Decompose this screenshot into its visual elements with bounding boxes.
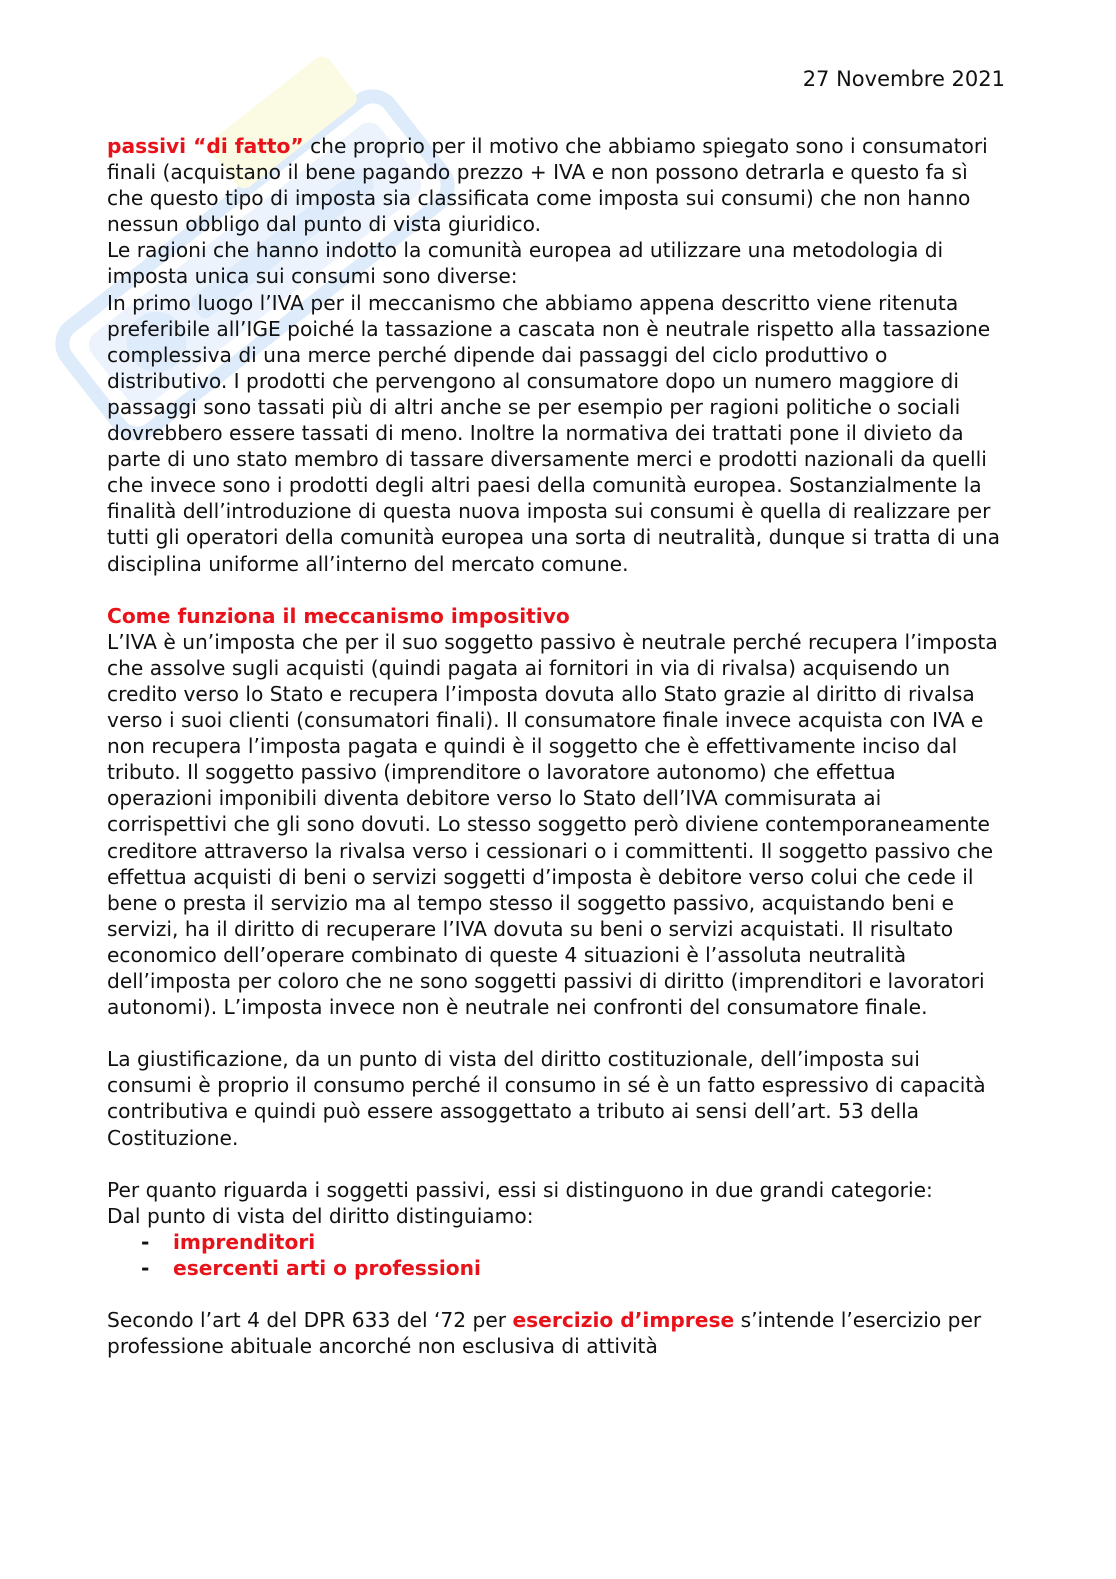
paragraph-text: s’intende l’esercizio per professione abituale ancorché non esclusiva di attività — [107, 1308, 982, 1359]
soggetti-list — [107, 1229, 1007, 1281]
document-body — [107, 133, 1007, 1359]
paragraph-meccanismo: L’IVA è un’imposta che per il suo soggetto passivo è neutrale perché recupera l’imposta che assolve sugli acquisti (quindi pagata ai fornitori in via di rivalsa) acquisendo un credito verso lo Stato e recupera l’imposta dovuta allo Stato grazie al diritto di rivalsa verso i suoi clienti (consumatori finali). Il consumatore finale invece acquista con IVA e non recupera l’imposta pagata e quindi è il soggetto che è effettivamente inciso dal tributo. Il soggetto passivo (imprenditore o lavoratore autonomo) che effettua operazioni imponibili diventa debitore verso lo Stato dell’IVA commisurata ai corrispettivi che gli sono dovuti. Lo stesso soggetto però diviene contemporaneamente creditore attraverso la rivalsa verso i cessionari o i committenti. Il soggetto passivo che effettua acquisti di beni o servizi soggetti d’imposta è debitore verso colui che cede il bene o presta il servizio ma al tempo stesso il soggetto passivo, acquistando beni e servizi, ha il diritto di recuperare l’IVA dovuta su beni o servizi acquistati. Il risultato economico dell’operare combinato di queste 4 situazioni è l’assoluta neutralità dell’imposta per coloro che ne sono soggetti passivi di diritto (imprenditori e lavoratori autonomi). L’imposta invece non è neutrale nei confronti del consumatore finale. — [107, 629, 998, 1020]
list-bullet: - — [141, 1229, 150, 1254]
document-date: 27 Novembre 2021 — [802, 67, 1005, 91]
spacer — [107, 1020, 1007, 1046]
paragraph-distinguiamo: Dal punto di vista del diritto distinguiamo: — [107, 1203, 534, 1228]
paragraph-text: Secondo l’art 4 del DPR 633 del ‘72 per — [107, 1308, 513, 1333]
paragraph-giustificazione: La giustificazione, da un punto di vista del diritto costituzionale, dell’imposta sui consumi è proprio il consumo perché il consumo in sé è un fatto espressivo di capacità contributiva e quindi può essere assoggettato a tributo ai sensi dell’art. 53 della Costituzione. — [107, 1047, 986, 1150]
highlight-passivi-di-fatto: passivi “di fatto” — [107, 134, 304, 158]
paragraph-text: che proprio per il motivo che abbiamo spiegato sono i consumatori finali (acquistano il bene pagando prezzo + IVA e non possono detrarla e questo fa sì che questo tipo di imposta sia classificata come imposta sui consumi) che non hanno nessun obbligo dal punto di vista giuridico. — [107, 134, 988, 237]
list-item-label: esercenti arti o professioni — [173, 1256, 481, 1281]
list-item — [141, 1255, 1007, 1281]
spacer — [107, 1151, 1007, 1177]
section-heading: Come funziona il meccanismo impositivo — [107, 603, 570, 628]
paragraph-primo-luogo: In primo luogo l’IVA per il meccanismo che abbiamo appena descritto viene ritenuta preferibile all’IGE poiché la tassazione a cascata non è neutrale rispetto alla tassazione complessiva di una merce perché dipende dai passaggi del ciclo produttivo o distributivo. I prodotti che pervengono al consumatore dopo un numero maggiore di passaggi sono tassati più di altri anche se per esempio per ragioni politiche o sociali dovrebbero essere tassati di meno. Inoltre la normativa dei trattati pone il divieto da parte di uno stato membro di tassare diversamente merci e prodotti nazionali da quelli che invece sono i prodotti degli altri paesi della comunità europea. Sostanzialmente la finalità dell’introduzione di questa nuova imposta sui consumi è quella di realizzare per tutti gli operatori della comunità europea una sorta di neutralità, dunque si tratta di una disciplina uniforme all’interno del mercato comune. — [107, 290, 1000, 576]
list-item-label: imprenditori — [173, 1229, 316, 1254]
paragraph-art-4 — [107, 1307, 1007, 1359]
spacer — [107, 1281, 1007, 1307]
spacer — [107, 577, 1007, 603]
list-item — [141, 1229, 1007, 1255]
paragraph-passivi-di-fatto — [107, 133, 1007, 237]
list-bullet: - — [141, 1256, 150, 1281]
highlight-esercizio-imprese: esercizio d’imprese — [512, 1308, 735, 1333]
paragraph-ragioni: Le ragioni che hanno indotto la comunità europea ad utilizzare una metodologia di imposta unica sui consumi sono diverse: — [107, 238, 944, 289]
paragraph-soggetti-passivi: Per quanto riguarda i soggetti passivi, essi si distinguono in due grandi categorie: — [107, 1177, 933, 1202]
